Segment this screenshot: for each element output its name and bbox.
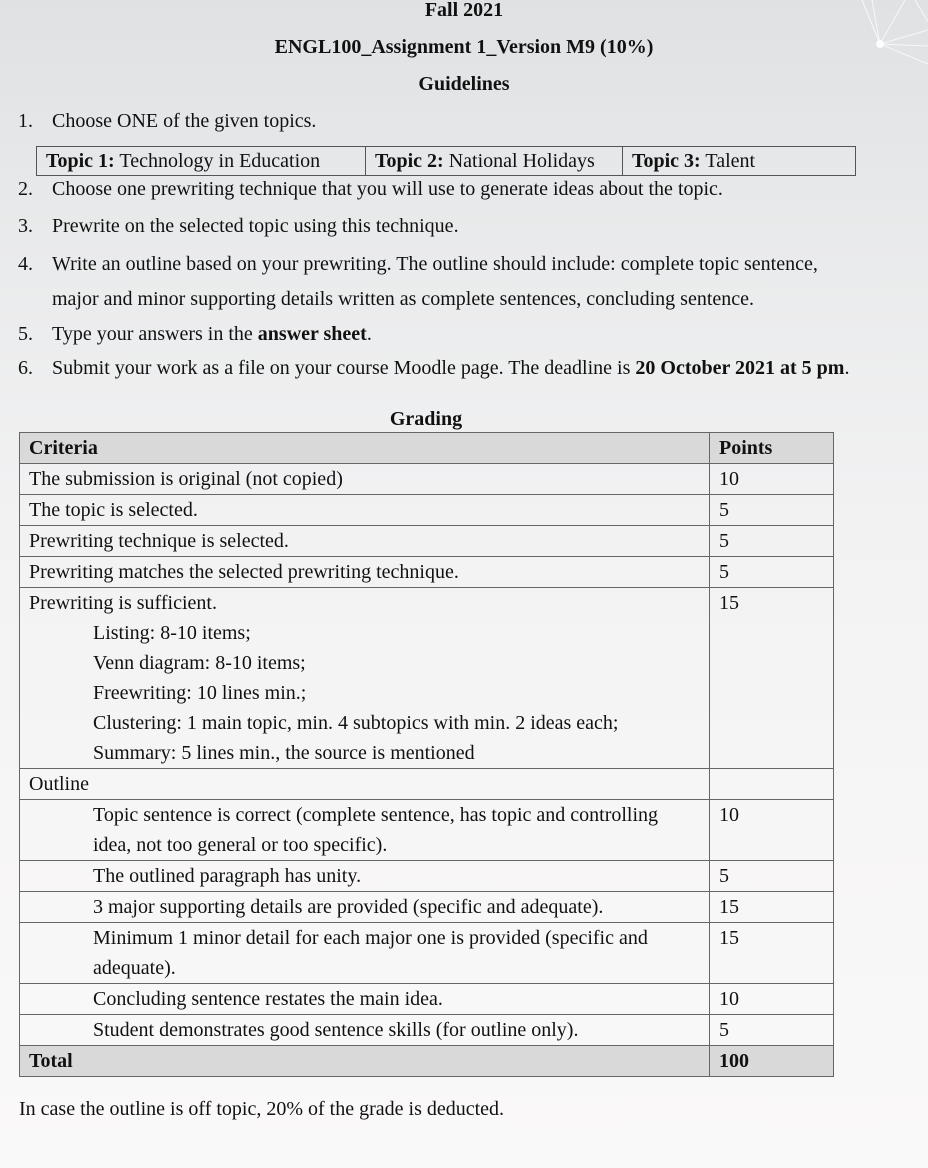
guidelines-heading: Guidelines xyxy=(418,73,510,95)
table-row-prewriting-sufficient: Prewriting is sufficient. Listing: 8-10 items; Venn diagram: 8-10 items; Freewriting: 10 lines min.; Clustering: 1 main topic, min. 4 subtopics with min. 2 ideas each; Summary: 5 lines min., the source is mentioned 15 xyxy=(20,588,834,769)
topic-option-2: Topic 2: National Holidays xyxy=(366,147,623,175)
topics-table xyxy=(36,146,856,176)
technique-requirement: Venn diagram: 8-10 items; xyxy=(93,652,306,674)
table-total-row xyxy=(20,1046,834,1077)
total-points: 100 xyxy=(710,1046,834,1077)
grading-heading: Grading xyxy=(389,408,463,430)
off-topic-note: In case the outline is off topic, 20% of the grade is deducted. xyxy=(19,1098,505,1120)
answer-sheet-emphasis: answer sheet xyxy=(257,323,367,345)
table-header-row xyxy=(20,433,834,464)
points-header: Points xyxy=(710,433,834,464)
table-row: The outlined paragraph has unity. 5 xyxy=(20,861,834,892)
grading-table xyxy=(19,432,834,1077)
guideline-item-2: 2. Choose one prewriting technique that you will use to generate ideas about the topic. xyxy=(18,178,723,200)
table-row: 3 major supporting details are provided (specific and adequate). 15 xyxy=(20,892,834,923)
criteria-header: Criteria xyxy=(20,433,710,464)
guideline-item-6: 6. Submit your work as a file on your course Moodle page. The deadline is 20 October 2021 at 5 pm. xyxy=(18,357,850,379)
guideline-item-4-continuation: major and minor supporting details written as complete sentences, concluding sentence. xyxy=(52,288,755,310)
technique-requirement: Summary: 5 lines min., the source is mentioned xyxy=(93,742,475,764)
total-label: Total xyxy=(20,1046,710,1077)
deadline-emphasis: 20 October 2021 at 5 pm xyxy=(635,357,845,379)
technique-requirement: Clustering: 1 main topic, min. 4 subtopics with min. 2 ideas each; xyxy=(93,712,619,734)
table-row: The submission is original (not copied) 10 xyxy=(20,464,834,495)
guideline-item-5: 5. Type your answers in the answer sheet. xyxy=(18,323,372,345)
topic-option-3: Topic 3: Talent xyxy=(632,150,756,172)
guideline-item-3: 3. Prewrite on the selected topic using this technique. xyxy=(18,215,459,237)
table-row: Topic sentence is correct (complete sentence, has topic and controlling idea, not too general or too specific). 10 xyxy=(20,800,834,861)
guideline-item-4: 4. Write an outline based on your prewriting. The outline should include: complete topic sentence, xyxy=(18,253,818,275)
table-row: Prewriting matches the selected prewriting technique. 5 xyxy=(20,557,834,588)
assignment-title: ENGL100_Assignment 1_Version M9 (10%) xyxy=(274,36,654,58)
table-row: Concluding sentence restates the main idea. 10 xyxy=(20,984,834,1015)
technique-requirement: Listing: 8-10 items; xyxy=(93,622,251,644)
table-row: Minimum 1 minor detail for each major one is provided (specific and adequate). 15 xyxy=(20,923,834,984)
technique-requirement: Freewriting: 10 lines min.; xyxy=(93,682,307,704)
table-row: Student demonstrates good sentence skills (for outline only). 5 xyxy=(20,1015,834,1046)
term-heading: Fall 2021 xyxy=(424,0,504,21)
table-row: Prewriting technique is selected. 5 xyxy=(20,526,834,557)
topic-option-1: Topic 1: Technology in Education xyxy=(37,147,366,175)
table-row-outline-section: Outline xyxy=(20,769,834,800)
guideline-item-1: 1. Choose ONE of the given topics. xyxy=(18,110,317,132)
table-row: The topic is selected. 5 xyxy=(20,495,834,526)
